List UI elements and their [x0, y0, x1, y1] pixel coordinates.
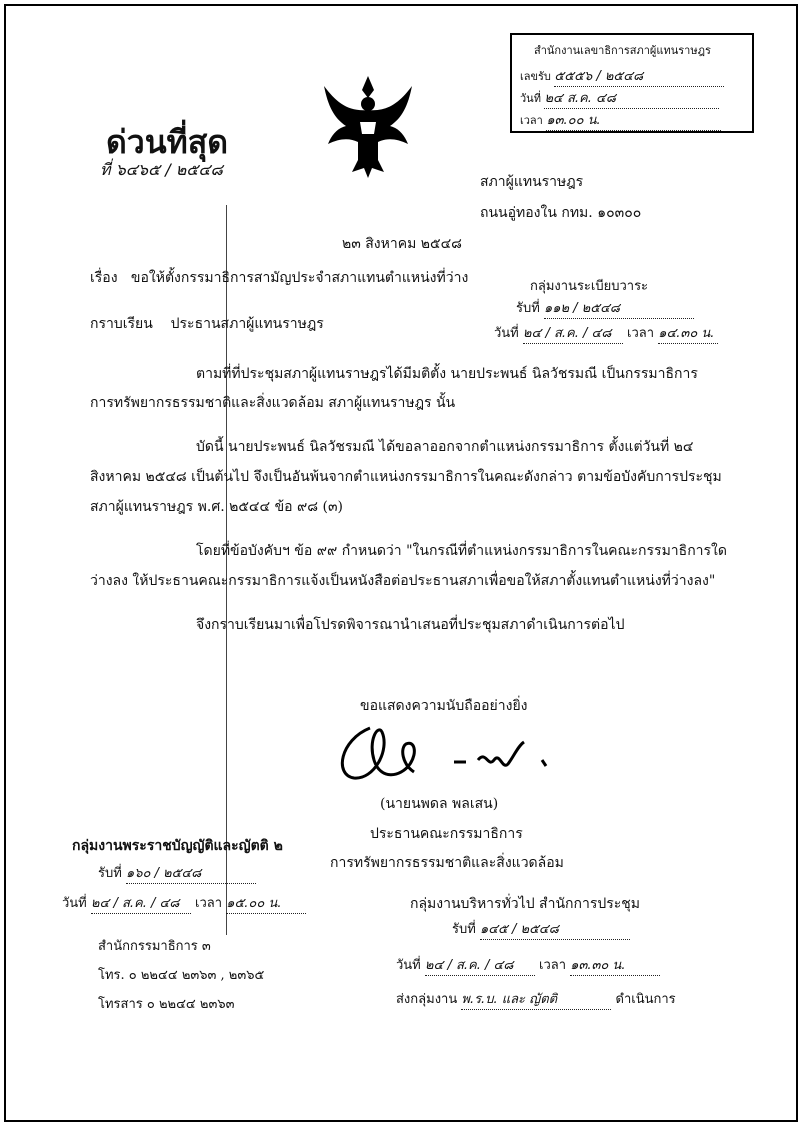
sender-org: สภาผู้แทนราษฎร — [480, 174, 584, 190]
bill-received-row — [98, 862, 256, 884]
agenda-stamp-office: กลุ่มงานระเบียบวาระ — [530, 279, 649, 294]
paragraph-1-line-1: ตามที่ที่ประชุมสภาผู้แทนราษฎรได้มีมติตั้ง นายประพนธ์ นิลวัชรมณี เป็นกรรมาธิการ — [196, 366, 698, 382]
general-date-value: ๒๔ / ส.ค. / ๔๘ — [425, 954, 535, 976]
bill-time-value: ๑๕.๐๐ น. — [226, 892, 306, 914]
general-forward-suffix: ดำเนินการ — [615, 992, 676, 1007]
agenda-received-row — [516, 297, 694, 319]
general-forward-row — [396, 988, 676, 1010]
receipt-number-value: ๕๕๕๖ / ๒๕๔๘ — [554, 65, 724, 87]
handwritten-signature-icon — [330, 720, 560, 790]
bill-date-label: วันที่ — [62, 896, 87, 911]
receipt-number-label: เลขรับ — [520, 70, 551, 83]
general-received-label: รับที่ — [452, 922, 476, 937]
receipt-time-label: เวลา — [520, 114, 543, 127]
general-forward-value: พ.ร.บ. และ ญัตติ — [461, 988, 611, 1010]
paragraph-2-line-2: สิงหาคม ๒๕๔๘ เป็นต้นไป จึงเป็นอันพ้นจากตำแหน่งกรรมาธิการในคณะดังกล่าว ตามข้อบังคับการประชุม — [90, 469, 722, 485]
agenda-time-label: เวลา — [627, 326, 655, 341]
bill-received-label: รับที่ — [98, 866, 122, 881]
paragraph-4-line-1: จึงกราบเรียนมาเพื่อโปรดพิจารณานำเสนอที่ประชุมสภาดำเนินการต่อไป — [196, 617, 625, 633]
signer-title-1: ประธานคณะกรรมาธิการ — [370, 826, 523, 842]
agenda-date-row — [494, 322, 718, 344]
receipt-date-label: วันที่ — [520, 92, 541, 105]
bill-date-row — [62, 892, 306, 914]
addressee-text: ประธานสภาผู้แทนราษฎร — [170, 316, 324, 332]
bill-stamp-office: กลุ่มงานพระราชบัญญัติและญัตติ ๒ — [72, 838, 283, 854]
paragraph-1-line-2: การทรัพยากรธรรมชาติและสิ่งแวดล้อม สภาผู้แทนราษฎร นั้น — [90, 395, 456, 411]
paragraph-2-line-3: สภาผู้แทนราษฎร พ.ศ. ๒๕๔๔ ข้อ ๙๘ (๓) — [90, 499, 343, 515]
paragraph-3-line-2: ว่างลง ให้ประธานคณะกรรมาธิการแจ้งเป็นหนังสือต่อประธานสภาเพื่อขอให้สภาตั้งแทนตำแหน่งที่ว่างลง" — [90, 573, 716, 589]
general-received-row — [452, 918, 630, 940]
addressee-label: กราบเรียน — [90, 316, 153, 332]
bill-received-value: ๑๖๐ / ๒๕๔๘ — [126, 862, 256, 884]
signer-title-2: การทรัพยากรธรรมชาติและสิ่งแวดล้อม — [330, 855, 564, 871]
signer-name: (นายนพดล พลเสน) — [380, 796, 499, 812]
sender-address: ถนนอู่ทองใน กทม. ๑๐๓๐๐ — [480, 205, 642, 221]
general-time-value: ๑๓.๓๐ น. — [570, 954, 660, 976]
receipt-date-row — [520, 87, 719, 109]
agenda-stamp — [530, 275, 648, 296]
subject-text: ขอให้ตั้งกรรมาธิการสามัญประจำสภาแทนตำแหน่งที่ว่าง — [130, 270, 469, 286]
document-date: ๒๓ สิงหาคม ๒๕๔๘ — [342, 236, 462, 252]
general-date-label: วันที่ — [396, 958, 421, 973]
fax-number: โทรสาร ๐ ๒๒๔๔ ๒๓๖๓ — [98, 997, 235, 1012]
general-time-label: เวลา — [539, 958, 567, 973]
bill-time-label: เวลา — [195, 896, 223, 911]
receipt-stamp-office: สำนักงานเลขาธิการสภาผู้แทนราษฎร — [534, 44, 711, 57]
document-number: ที่ ๖๔๖๕ / ๒๕๔๘ — [100, 160, 223, 179]
bill-date-value: ๒๔ / ส.ค. / ๔๘ — [91, 892, 191, 914]
subject-label: เรื่อง — [90, 270, 118, 286]
agenda-date-label: วันที่ — [494, 326, 519, 341]
receipt-date-value: ๒๔ ส.ค. ๔๘ — [544, 87, 719, 109]
agenda-received-label: รับที่ — [516, 301, 540, 316]
phone-number: โทร. ๐ ๒๒๔๔ ๒๓๖๓ , ๒๓๖๕ — [98, 968, 265, 983]
garuda-emblem-icon — [318, 72, 418, 182]
general-forward-label: ส่งกลุ่มงาน — [396, 992, 458, 1007]
paragraph-3-line-1: โดยที่ข้อบังคับฯ ข้อ ๙๙ กำหนดว่า "ในกรณีที่ตำแหน่งกรรมาธิการในคณะกรรมาธิการใด — [196, 543, 727, 559]
agenda-time-value: ๑๔.๓๐ น. — [658, 322, 718, 344]
agenda-date-value: ๒๔ / ส.ค. / ๔๘ — [523, 322, 623, 344]
committee-office: สำนักกรรมาธิการ ๓ — [98, 939, 211, 954]
addressee-line — [90, 313, 324, 335]
subject-line — [90, 267, 468, 289]
agenda-received-value: ๑๑๒ / ๒๕๔๘ — [544, 297, 694, 319]
receipt-time-row — [520, 109, 721, 131]
urgency-label: ด่วนที่สุด — [106, 123, 229, 161]
paragraph-2-line-1: บัดนี้ นายประพนธ์ นิลวัชรมณี ได้ขอลาออกจากตำแหน่งกรรมาธิการ ตั้งแต่วันที่ ๒๔ — [196, 439, 694, 455]
receipt-number-row — [520, 65, 724, 87]
closing-salutation: ขอแสดงความนับถืออย่างยิ่ง — [360, 698, 528, 714]
general-date-row — [396, 954, 660, 976]
general-stamp-office: กลุ่มงานบริหารทั่วไป สำนักการประชุม — [410, 896, 641, 912]
receipt-stamp — [510, 33, 754, 133]
receipt-time-value: ๑๓.๐๐ น. — [546, 109, 721, 131]
general-received-value: ๑๔๕ / ๒๕๔๘ — [480, 918, 630, 940]
